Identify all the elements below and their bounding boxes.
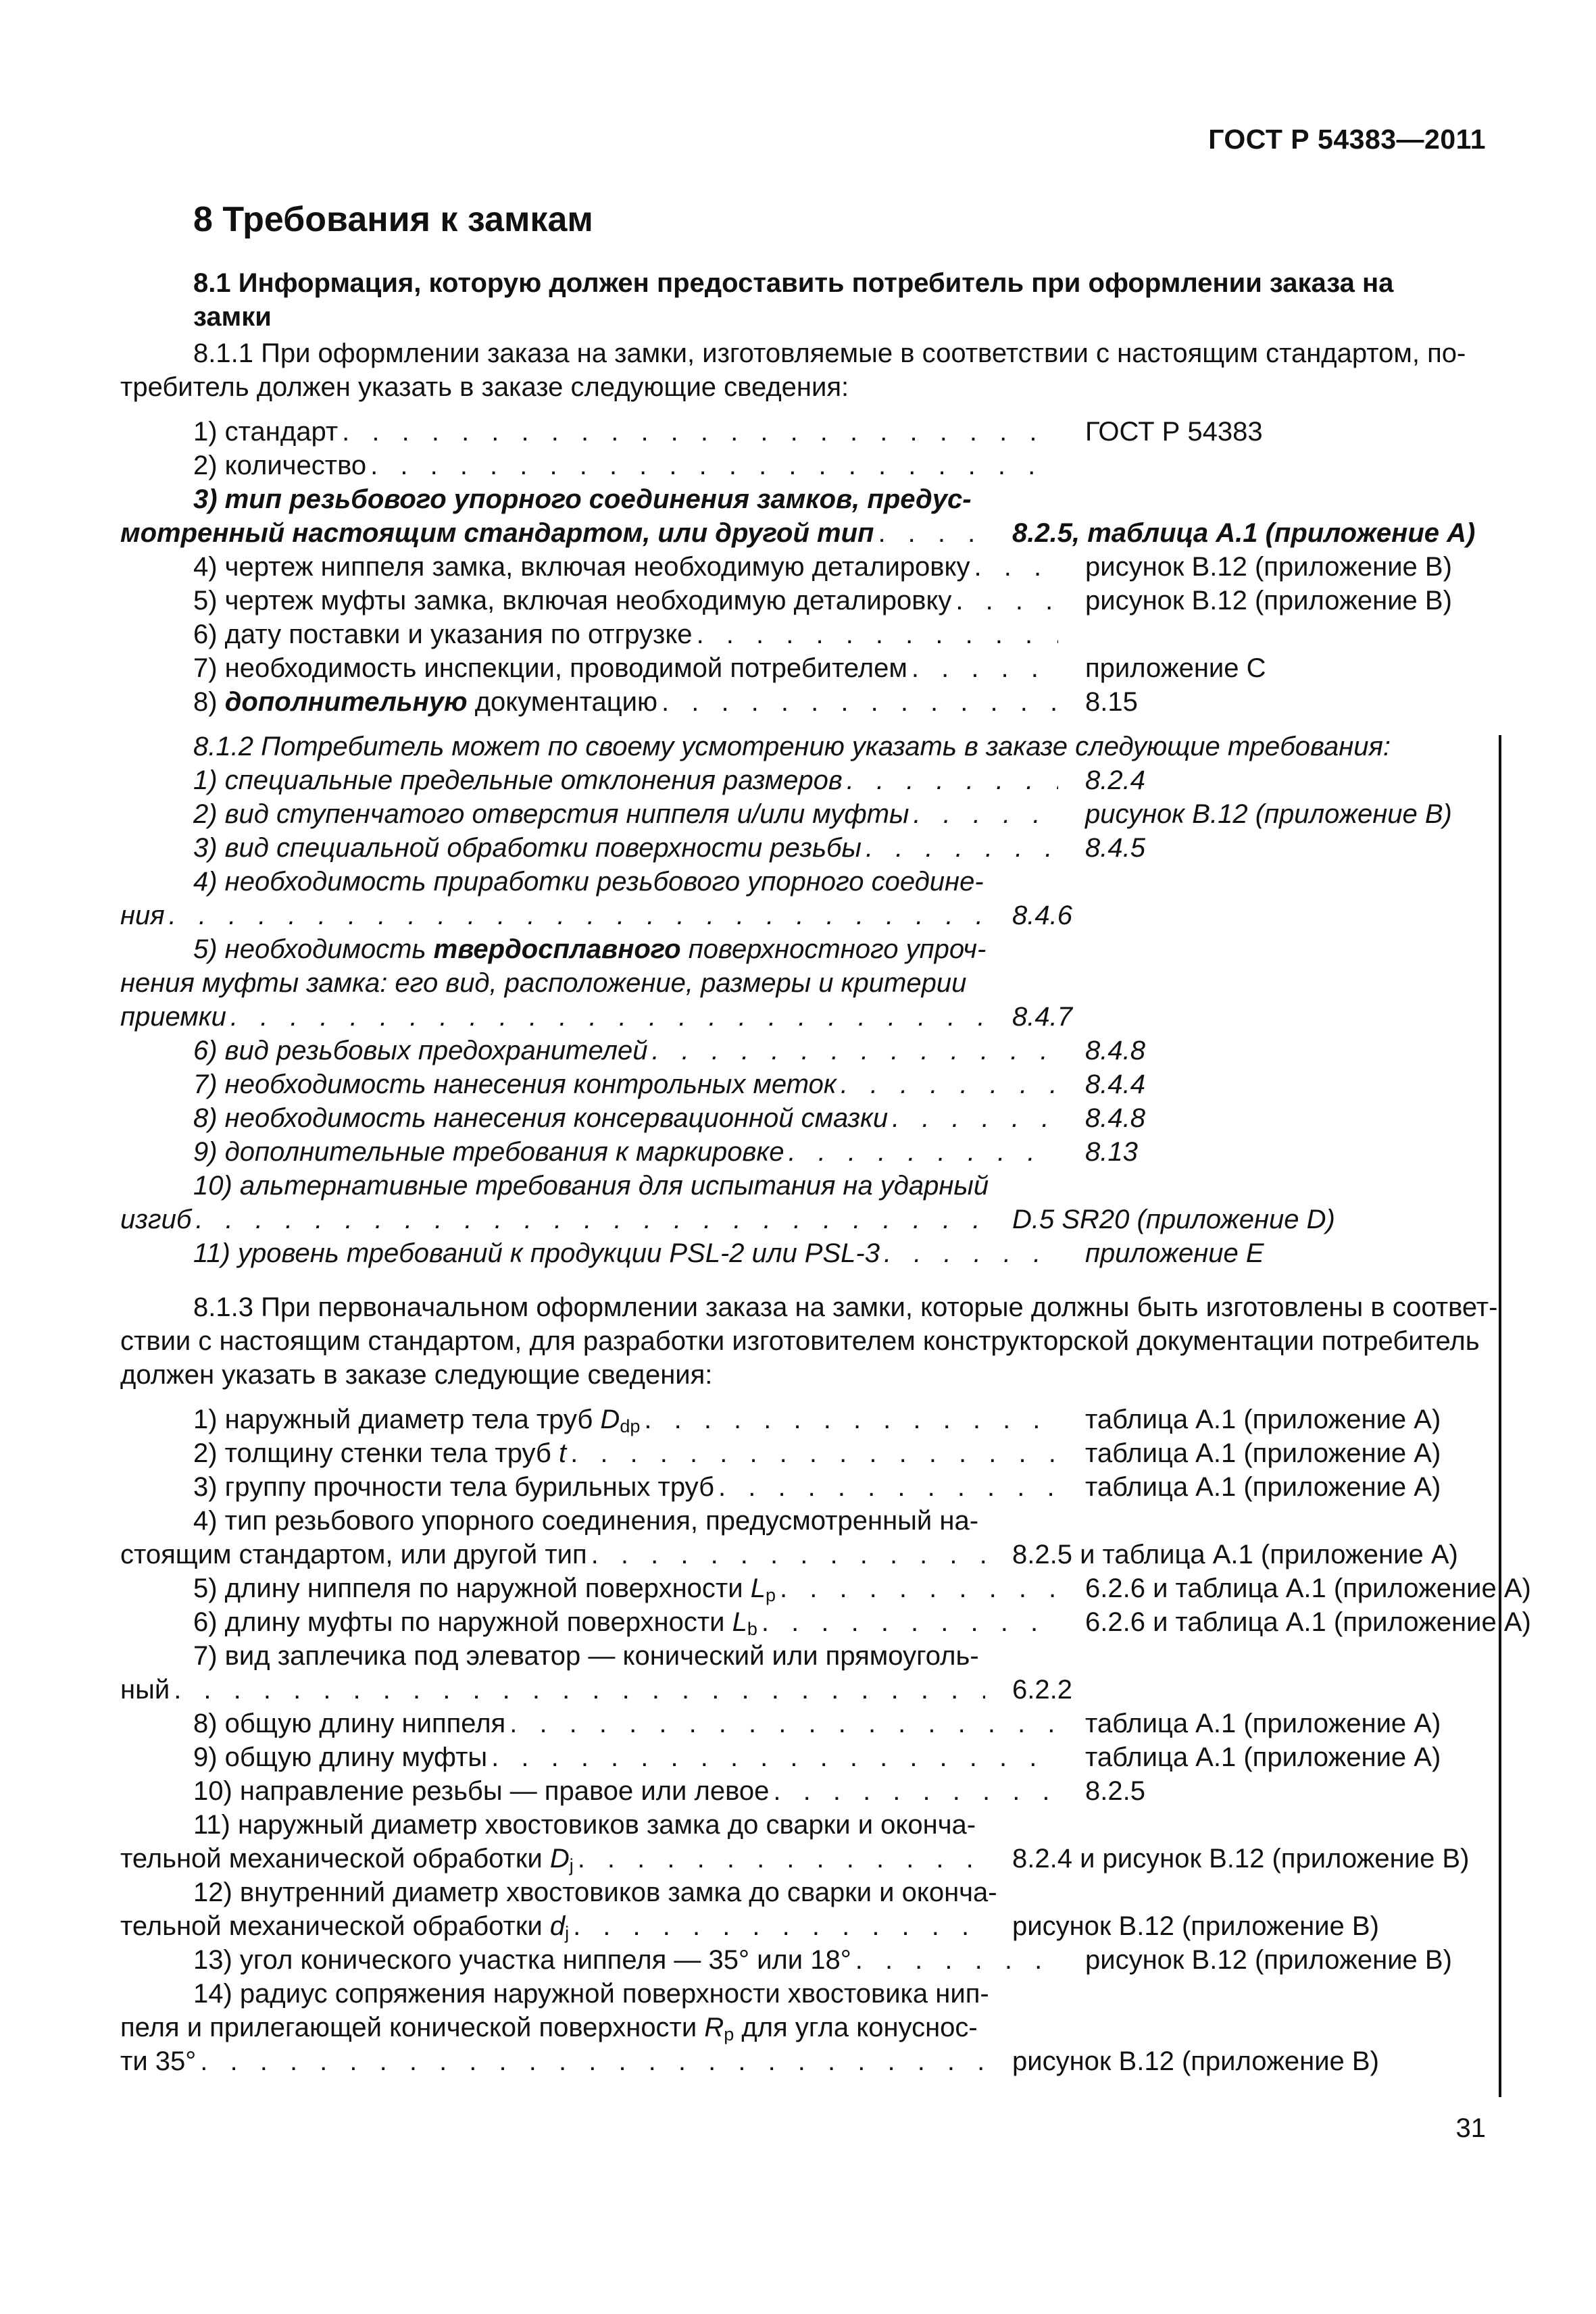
list-item: 2) толщину стенки тела труб t . . . таблица А.1 (приложение А) bbox=[120, 1436, 1486, 1470]
paragraph-8-1-3: 8.1.3 При первоначальном оформлении заказа на замки, которые должны быть изготовлены в соответ- ствии с настоящим стандартом, для разработки изготовителем конструкторской документации потребитель должен указать в заказе следующие сведения: bbox=[120, 1292, 1498, 1390]
list-item: 14) радиус сопряжения наружной поверхности хвостовика нип- пеля и прилегающей конической поверхности $R_p$ для угла конуснос- ти 35° . . . рисунок В.12 (приложение В) bbox=[120, 1977, 1486, 2078]
list-item: 6) дату поставки и указания по отгрузке . . . bbox=[120, 618, 1486, 651]
list-item: 8) необходимость нанесения консервационной смазки . . . 8.4.8 bbox=[120, 1101, 1486, 1135]
list-8-1-3 bbox=[120, 1403, 1531, 2078]
list-item: 6) вид резьбовых предохранителей . . . 8.4.8 bbox=[120, 1034, 1486, 1067]
standard-code-header: ГОСТ Р 54383—2011 bbox=[1208, 124, 1486, 155]
list-item: 7) необходимость нанесения контрольных меток . . . 8.4.4 bbox=[120, 1067, 1486, 1101]
list-item: 5) необходимость твердосплавного поверхностного упроч- нения муфты замка: его вид, расположение, размеры и критерии приемки . . . 8.4.7 bbox=[120, 932, 1486, 1034]
page-number: 31 bbox=[1455, 2113, 1486, 2143]
list-item: 5) чертеж муфты замка, включая необходимую деталировку . . . рисунок В.12 (приложение В) bbox=[120, 584, 1486, 618]
list-item: 2) количество . . . bbox=[120, 449, 1486, 482]
list-item: 11) уровень требований к продукции PSL-2 или PSL-3 . . . приложение Е bbox=[120, 1236, 1486, 1270]
list-item: 3) тип резьбового упорного соединения замков, предус- мотренный настоящим стандартом, или другой тип . . . 8.2.5, таблица А.1 (приложение А) bbox=[120, 482, 1486, 550]
list-item: 1) специальные предельные отклонения размеров . . . 8.2.4 bbox=[120, 763, 1486, 797]
section-title: 8 Требования к замкам bbox=[193, 200, 593, 239]
list-item: 9) общую длину муфты . . . таблица А.1 (приложение А) bbox=[120, 1740, 1486, 1774]
list-item: 2) вид ступенчатого отверстия ниппеля и/или муфты . . . рисунок В.12 (приложение В) bbox=[120, 797, 1486, 831]
list-item: 7) вид заплечика под элеватор — конический или прямоуголь- ный . . . 6.2.2 bbox=[120, 1639, 1486, 1707]
page-content bbox=[120, 200, 1531, 2078]
list-item: 8) общую длину ниппеля . . . таблица А.1 (приложение А) bbox=[120, 1707, 1486, 1740]
revision-bar bbox=[1499, 735, 1501, 2097]
list-item: 10) направление резьбы — правое или левое . . . 8.2.5 bbox=[120, 1774, 1486, 1808]
list-item: 8) дополнительную документацию . . . 8.15 bbox=[120, 685, 1486, 719]
paragraph-8-1-1: 8.1.1 При оформлении заказа на замки, изготовляемые в соответствии с настоящим стандартом, по- требитель должен указать в заказе следующие сведения: bbox=[120, 338, 1466, 402]
list-item: 6) длину муфты по наружной поверхности $L_b$ . . . 6.2.6 и таблица А.1 (приложение А) bbox=[120, 1605, 1486, 1639]
list-8-1-2 bbox=[120, 763, 1486, 1270]
list-item: 4) тип резьбового упорного соединения, предусмотренный на- стоящим стандартом, или другой тип . . . 8.2.5 и таблица А.1 (приложение А) bbox=[120, 1504, 1486, 1571]
list-item: 11) наружный диаметр хвостовиков замка до сварки и оконча- тельной механической обработки $D_j$ . . . 8.2.4 и рисунок В.12 (приложение В) bbox=[120, 1808, 1486, 1876]
list-item: 1) наружный диаметр тела труб $D_{dp}$ . . . таблица А.1 (приложение А) bbox=[120, 1403, 1486, 1436]
list-item: 13) угол конического участка ниппеля — 35° или 18° . . . рисунок В.12 (приложение В) bbox=[120, 1943, 1486, 1977]
list-item: 4) чертеж ниппеля замка, включая необходимую деталировку . . . рисунок В.12 (приложение В) bbox=[120, 550, 1486, 584]
list-item: 4) необходимость приработки резьбового упорного соедине- ния . . . 8.4.6 bbox=[120, 865, 1486, 932]
list-item: 7) необходимость инспекции, проводимой потребителем . . . приложение С bbox=[120, 651, 1486, 685]
list-item: 12) внутренний диаметр хвостовиков замка до сварки и оконча- тельной механической обработки $d_j$ . . . рисунок В.12 (приложение В) bbox=[120, 1876, 1486, 1943]
list-item-ref: ГОСТ Р 54383 bbox=[1085, 417, 1263, 447]
subsection-8-1-title: 8.1 Информация, которую должен предоставить потребитель при оформлении заказа на замки bbox=[193, 268, 1394, 332]
paragraph-8-1-2: 8.1.2 Потребитель может по своему усмотрению указать в заказе следующие требования: bbox=[193, 732, 1391, 761]
list-item: 5) длину ниппеля по наружной поверхности $L_p$ . . . 6.2.6 и таблица А.1 (приложение А) bbox=[120, 1571, 1486, 1605]
list-8-1-1 bbox=[120, 415, 1486, 719]
list-item: 3) вид специальной обработки поверхности резьбы . . . 8.4.5 bbox=[120, 831, 1486, 865]
list-item: 3) группу прочности тела бурильных труб . . . таблица А.1 (приложение А) bbox=[120, 1470, 1486, 1504]
list-item: 10) альтернативные требования для испытания на ударный изгиб . . . D.5 SR20 (приложение D) bbox=[120, 1169, 1486, 1236]
list-item: 9) дополнительные требования к маркировке . . . 8.13 bbox=[120, 1135, 1486, 1169]
list-item: 1) стандарт . . . ГОСТ Р 54383 bbox=[120, 415, 1486, 449]
